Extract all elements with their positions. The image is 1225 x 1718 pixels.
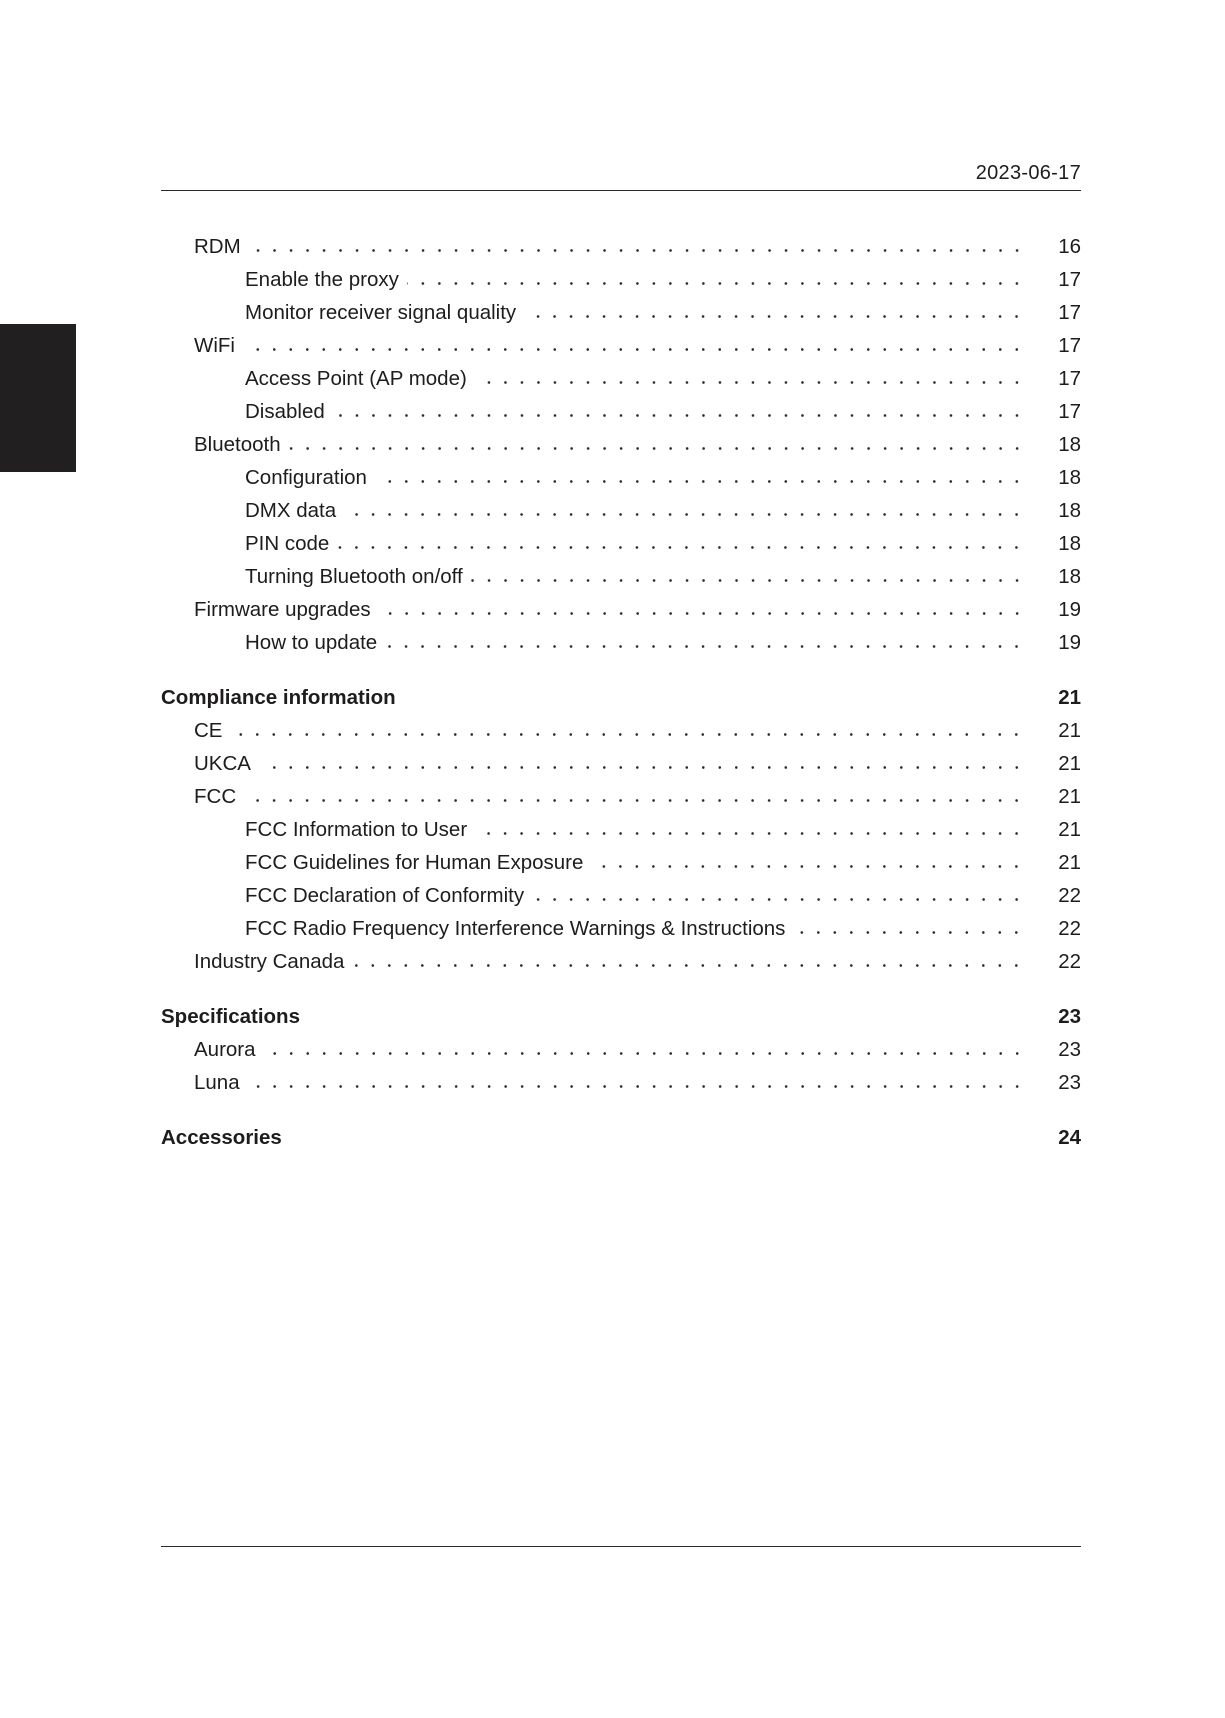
toc-dot-leader — [591, 846, 1025, 879]
toc-entry[interactable] — [161, 296, 1081, 329]
toc-entry-page-number: 22 — [1058, 883, 1081, 907]
toc-entry-title: FCC Information to User — [245, 817, 468, 841]
toc-dot-leader — [475, 813, 1025, 846]
toc-entry-page-number: 19 — [1058, 597, 1081, 621]
toc-entry-title: How to update — [245, 630, 378, 654]
toc-entry-title: CE — [194, 718, 223, 742]
toc-dot-leader — [385, 626, 1025, 659]
toc-dot-leader — [308, 1000, 1025, 1033]
toc-entry-title: Compliance information — [161, 685, 396, 709]
toc-entry-title: FCC Guidelines for Human Exposure — [245, 850, 584, 874]
toc-entry[interactable] — [161, 879, 1081, 912]
toc-entry-title: Luna — [194, 1070, 240, 1094]
toc-dot-leader — [407, 263, 1025, 296]
toc-entry-title: WiFi — [194, 333, 235, 357]
toc-dot-leader — [379, 593, 1025, 626]
toc-entry[interactable] — [161, 461, 1081, 494]
toc-entry-page-number: 17 — [1058, 333, 1081, 357]
table-of-contents — [161, 230, 1081, 1154]
toc-dot-leader — [524, 296, 1025, 329]
toc-entry-title: Turning Bluetooth on/off — [245, 564, 463, 588]
toc-dot-leader — [264, 1033, 1025, 1066]
toc-entry-title: UKCA — [194, 751, 251, 775]
toc-entry-page-number: 18 — [1058, 465, 1081, 489]
toc-entry[interactable] — [161, 329, 1081, 362]
toc-entry[interactable] — [161, 593, 1081, 626]
toc-dot-leader — [352, 945, 1025, 978]
toc-dot-leader — [289, 428, 1025, 461]
toc-entry-page-number: 17 — [1058, 300, 1081, 324]
toc-entry-title: Monitor receiver signal quality — [245, 300, 517, 324]
toc-dot-leader — [471, 560, 1025, 593]
toc-entry-page-number: 21 — [1058, 817, 1081, 841]
toc-entry[interactable] — [161, 780, 1081, 813]
toc-dot-leader — [337, 527, 1025, 560]
toc-entry[interactable] — [161, 362, 1081, 395]
toc-dot-leader — [344, 494, 1025, 527]
toc-entry-title: DMX data — [245, 498, 337, 522]
header-date: 2023-06-17 — [975, 162, 1081, 184]
toc-entry-title: Configuration — [245, 465, 367, 489]
toc-entry-title: Firmware upgrades — [194, 597, 371, 621]
toc-entry-page-number: 23 — [1058, 1004, 1081, 1028]
toc-entry-title: RDM — [194, 234, 241, 258]
toc-entry-title: Industry Canada — [194, 949, 345, 973]
toc-entry-title: FCC Radio Frequency Interference Warnings & Instructions — [245, 916, 786, 940]
chapter-side-tab — [0, 324, 76, 472]
toc-entry-page-number: 22 — [1058, 916, 1081, 940]
toc-dot-leader — [259, 747, 1025, 780]
footer-rule — [161, 1546, 1081, 1547]
toc-dot-leader — [333, 395, 1025, 428]
toc-entry-title: Specifications — [161, 1004, 300, 1028]
toc-dot-leader — [404, 681, 1025, 714]
toc-entry-title: Bluetooth — [194, 432, 281, 456]
toc-entry-page-number: 23 — [1058, 1070, 1081, 1094]
toc-dot-leader — [244, 780, 1025, 813]
toc-entry-page-number: 21 — [1058, 685, 1081, 709]
toc-entry-page-number: 18 — [1058, 498, 1081, 522]
toc-entry-page-number: 17 — [1058, 366, 1081, 390]
toc-entry-title: FCC — [194, 784, 237, 808]
toc-entry-title: FCC Declaration of Conformity — [245, 883, 525, 907]
toc-dot-leader — [243, 329, 1025, 362]
toc-entry-page-number: 21 — [1058, 850, 1081, 874]
toc-entry[interactable] — [161, 813, 1081, 846]
toc-entry-title: Disabled — [245, 399, 325, 423]
toc-entry[interactable] — [161, 846, 1081, 879]
toc-entry[interactable] — [161, 945, 1081, 978]
toc-entry-page-number: 17 — [1058, 267, 1081, 291]
toc-entry-title: PIN code — [245, 531, 330, 555]
toc-dot-leader — [475, 362, 1025, 395]
toc-dot-leader — [793, 912, 1025, 945]
toc-dot-leader — [290, 1121, 1025, 1154]
toc-entry-title: Enable the proxy — [245, 267, 399, 291]
toc-entry[interactable] — [161, 428, 1081, 461]
toc-entry-page-number: 17 — [1058, 399, 1081, 423]
toc-entry-title: Accessories — [161, 1125, 282, 1149]
toc-dot-leader — [248, 1066, 1025, 1099]
toc-entry-page-number: 16 — [1058, 234, 1081, 258]
toc-entry[interactable] — [161, 494, 1081, 527]
page-header — [161, 158, 1081, 191]
toc-section-heading[interactable] — [161, 1000, 1081, 1033]
toc-dot-leader — [375, 461, 1025, 494]
toc-entry-title: Access Point (AP mode) — [245, 366, 467, 390]
toc-section-heading[interactable] — [161, 681, 1081, 714]
toc-entry[interactable] — [161, 230, 1081, 263]
toc-entry[interactable] — [161, 263, 1081, 296]
toc-entry-title: Aurora — [194, 1037, 256, 1061]
toc-entry-page-number: 18 — [1058, 432, 1081, 456]
toc-entry[interactable] — [161, 747, 1081, 780]
toc-entry[interactable] — [161, 395, 1081, 428]
toc-entry[interactable] — [161, 560, 1081, 593]
toc-entry[interactable] — [161, 714, 1081, 747]
toc-section-heading[interactable] — [161, 1121, 1081, 1154]
toc-entry-page-number: 21 — [1058, 751, 1081, 775]
toc-entry[interactable] — [161, 912, 1081, 945]
toc-entry-page-number: 18 — [1058, 531, 1081, 555]
toc-entry-page-number: 22 — [1058, 949, 1081, 973]
toc-entry-page-number: 19 — [1058, 630, 1081, 654]
toc-entry-page-number: 23 — [1058, 1037, 1081, 1061]
toc-entry-page-number: 24 — [1058, 1125, 1081, 1149]
toc-entry[interactable] — [161, 1066, 1081, 1099]
toc-entry-page-number: 21 — [1058, 718, 1081, 742]
toc-entry-page-number: 18 — [1058, 564, 1081, 588]
toc-dot-leader — [249, 230, 1025, 263]
toc-entry[interactable] — [161, 1033, 1081, 1066]
toc-dot-leader — [230, 714, 1025, 747]
toc-entry-page-number: 21 — [1058, 784, 1081, 808]
toc-entry[interactable] — [161, 626, 1081, 659]
toc-dot-leader — [532, 879, 1025, 912]
toc-entry[interactable] — [161, 527, 1081, 560]
